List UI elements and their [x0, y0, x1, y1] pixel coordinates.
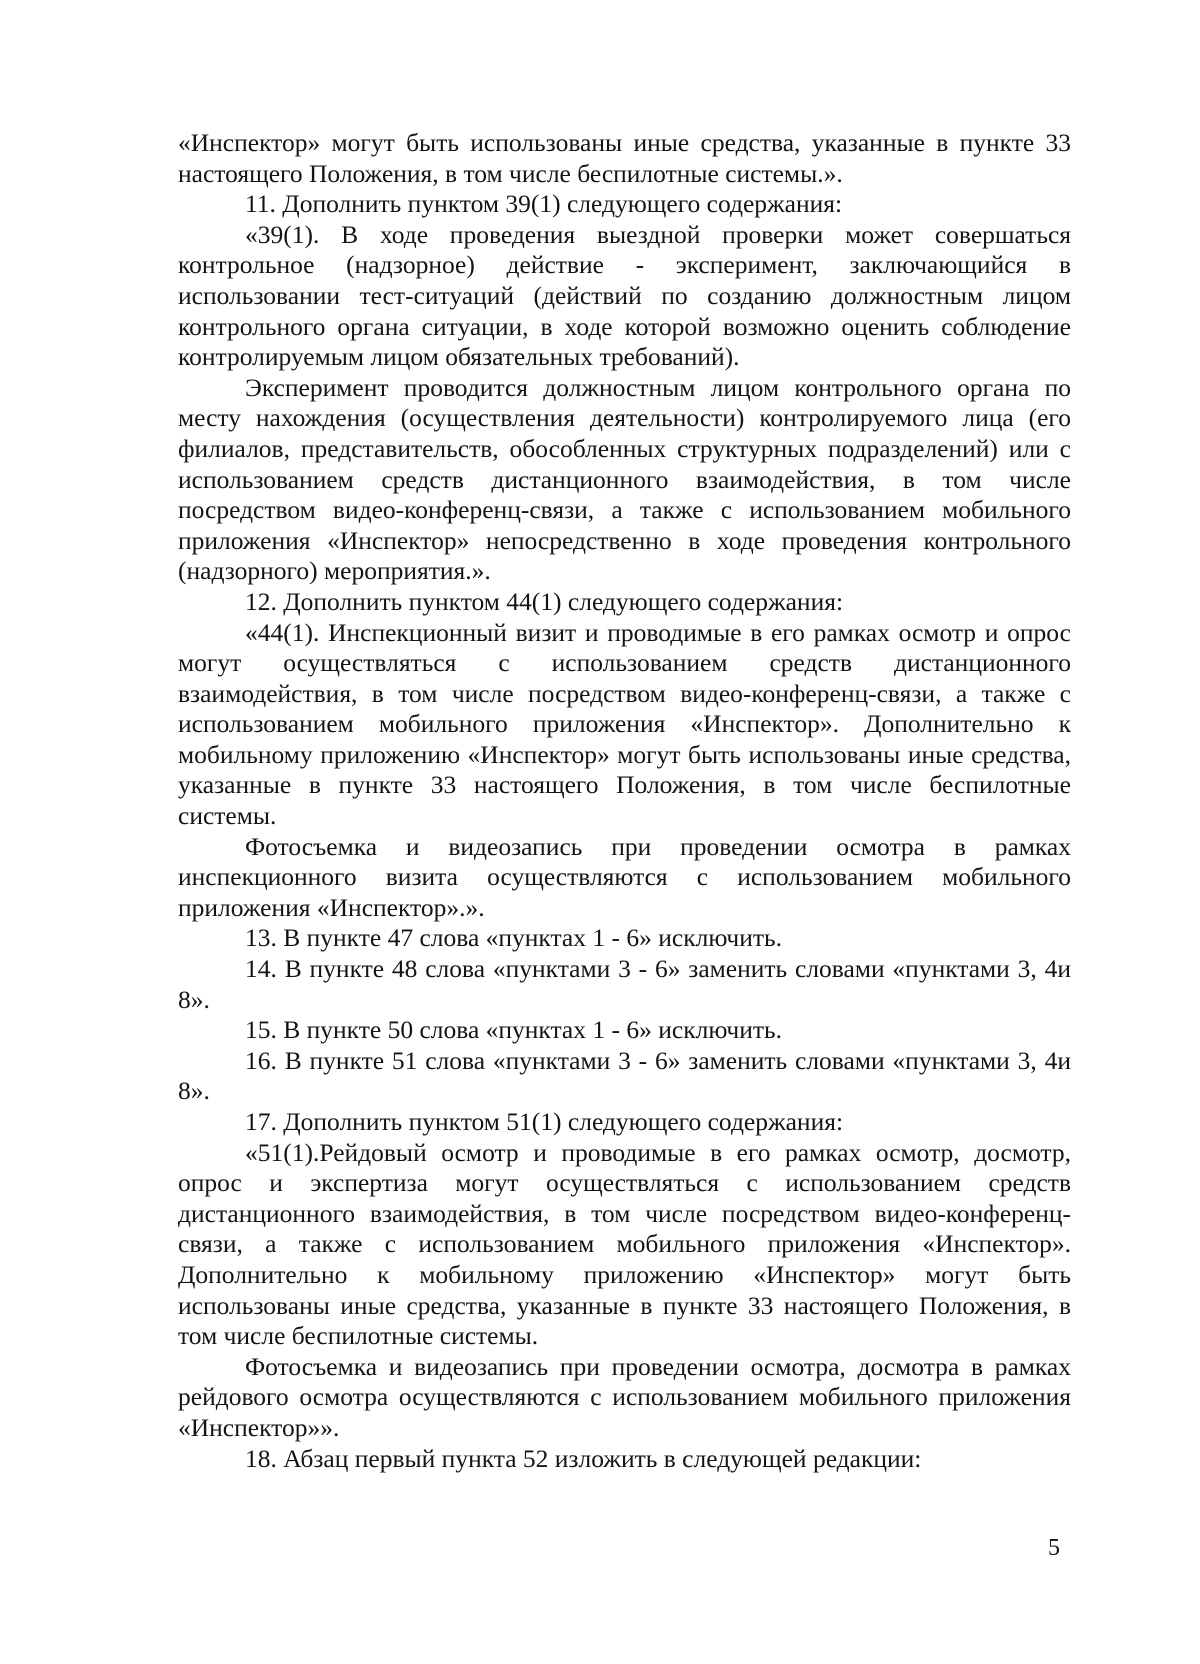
paragraph: 17. Дополнить пунктом 51(1) следующего содержания: [245, 1107, 844, 1136]
document-body [178, 128, 1071, 1474]
paragraph: Фотосъемка и видеозапись при проведении осмотра в рамках инспекционного визита осуществляются с использованием мобильного приложения «Инспектор».». [178, 831, 1071, 922]
paragraph: 18. Абзац первый пункта 52 изложить в следующей редакции: [245, 1443, 922, 1473]
paragraph: 12. Дополнить пунктом 44(1) следующего содержания: [245, 586, 844, 616]
paragraph: 11. Дополнить пунктом 39(1) следующего содержания: [245, 189, 843, 219]
paragraph: 16. В пункте 51 слова «пунктами 3 - 6» заменить словами «пунктами 3, 4и 8». [178, 1045, 1071, 1106]
paragraph: Эксперимент проводится должностным лицом контрольного органа по месту нахождения (осуществления деятельности) контролируемого лица (его филиалов, представительств, обособленных структурных подразделений) или с использованием средств дистанционного взаимодействия, в том числе посредством видео-конференц-связи, а также с использованием мобильного приложения «Инспектор» непосредственно в ходе проведения контрольного (надзорного) мероприятия.». [178, 372, 1071, 586]
paragraph: 14. В пункте 48 слова «пунктами 3 - 6» заменить словами «пунктами 3, 4и 8». [178, 954, 1071, 1014]
paragraph: «44(1). Инспекционный визит и проводимые в его рамках осмотр и опрос могут осуществляться с использованием средств дистанционного взаимодействия, в том числе посредством видео-конференц-связи, а также с использованием мобильного приложения «Инспектор». Дополнительно к мобильному приложению «Инспектор» могут быть использованы иные средства, указанные в пункте 33 настоящего Положения, в том числе беспилотные системы. [178, 617, 1071, 831]
paragraph: Фотосъемка и видеозапись при проведении осмотра, досмотра в рамках рейдового осмотра осуществляются с использованием мобильного приложения «Инспектор»». [178, 1351, 1071, 1442]
paragraph: «51(1).Рейдовый осмотр и проводимые в его рамках осмотр, досмотр, опрос и экспертиза могут осуществляться с использованием средств дистанционного взаимодействия, в том числе посредством видео-конференц-связи, а также с использованием мобильного приложения «Инспектор». Дополнительно к мобильному приложению «Инспектор» могут быть использованы иные средства, указанные в пункте 33 настоящего Положения, в том числе беспилотные системы. [178, 1137, 1071, 1351]
paragraph: 15. В пункте 50 слова «пунктах 1 - 6» исключить. [245, 1015, 783, 1045]
paragraph: «Инспектор» могут быть использованы иные средства, указанные в пункте 33 настоящего Положения, в том числе беспилотные системы.». [178, 128, 1071, 188]
page-number: 5 [1048, 1535, 1060, 1561]
paragraph: 13. В пункте 47 слова «пунктах 1 - 6» исключить. [245, 923, 783, 953]
paragraph: «39(1). В ходе проведения выездной проверки может совершаться контрольное (надзорное) действие - эксперимент, заключающийся в использовании тест-ситуаций (действий по созданию должностным лицом контрольного органа ситуации, в ходе которой возможно оценить соблюдение контролируемым лицом обязательных требований). [178, 219, 1071, 372]
